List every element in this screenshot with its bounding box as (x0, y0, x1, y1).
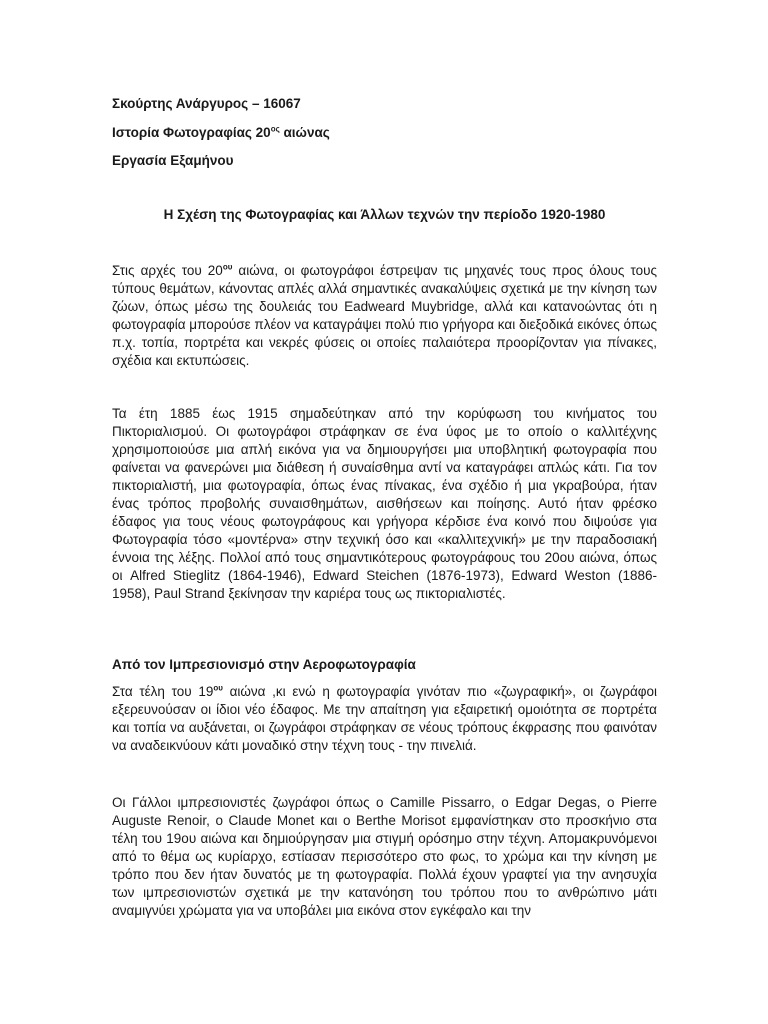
paragraph-3-prefix: Στα τέλη του 19 (112, 684, 214, 699)
course-superscript: ος (270, 124, 280, 134)
paragraph-2: Τα έτη 1885 έως 1915 σημαδεύτηκαν από την κορύφωση του κινήματος του Πικτοριαλισμού. Οι φωτογράφοι στράφηκαν σε ένα ύφος με το οποίο ο καλλιτέχνης χρησιμοποιούσε μια απλή εικόνα για να δημιουργήσει μια υποβλητική φωτογραφία που φαίνεται να φανερώνει μια διάθεση ή συναίσθημα αντί να καταγράφει απλώς κάτι. Για τον πικτοριαλιστή, μια φωτογραφία, όπως ένας πίνακας, ένα σχέδιο ή μια γκραβούρα, ήταν ένας τρόπος προβολής συναισθημάτων, αισθήσεων και ποίησης. Αυτό ήταν φρέσκο έδαφος για τους νέους φωτογράφους και γρήγορα κέρδισε ένα κοινό που διψούσε για Φωτογραφία τόσο «μοντέρνα» στην τεχνική όσο και «καλλιτεχνική» με την παραδοσιακή έννοια της λέξης. Πολλοί από τους σημαντικότερους φωτογράφους του 20ου αιώνα, όπως οι Alfred Stieglitz (1864-1946), Edward Steichen (1876-1973), Edward Weston (1886-1958), Paul Strand ξεκίνησαν την καριέρα τους ως πικτοριαλιστές. (112, 406, 657, 601)
paragraph-3 (112, 683, 657, 755)
course-suffix: αιώνας (279, 125, 330, 140)
paragraph-4: Οι Γάλλοι ιμπρεσιονιστές ζωγράφοι όπως ο Camille Pissarro, ο Edgar Degas, ο Pierre Auguste Renoir, ο Claude Monet και ο Berthe Morisot εμφανίστηκαν στο προσκήνιο στα τέλη του 19ου αιώνα και δημιούργησαν μια στιγμή ορόσημο στην τέχνη. Απομακρυνόμενοι από το θέμα ως κυρίαρχο, εστίασαν περισσότερο στο φως, το χρώμα και την κίνηση με τρόπο που δεν ήταν δυνατός με τη φωτογραφία. Πολλά έχουν γραφτεί για την ανησυχία των ιμπρεσιονιστών σχετικά με την κατανόηση του τρόπου που το ανθρώπινο μάτι αναμιγνύει χρώματα για να υποβάλει μια εικόνα στον εγκέφαλο και την (112, 795, 657, 918)
assignment-line: Εργασία Εξαμήνου (112, 153, 234, 168)
section-heading: Από τον Ιμπρεσιονισμό στην Αεροφωτογραφία (112, 657, 416, 672)
course-prefix: Ιστορία Φωτογραφίας 20 (112, 125, 271, 140)
document-title: Η Σχέση της Φωτογραφίας και Άλλων τεχνών την περίοδο 1920-1980 (163, 207, 606, 222)
paragraph-1 (112, 262, 657, 370)
paragraph-3-superscript: ου (213, 683, 223, 693)
paragraph-1-prefix: Στις αρχές του 20 (112, 263, 223, 278)
paragraph-1-superscript: ου (222, 262, 233, 272)
course-line (112, 124, 330, 142)
paragraph-1-text: αιώνα, οι φωτογράφοι έστρεψαν τις μηχανές τους προς όλους τους τύπους θεμάτων, κάνοντας απλές αλλά σημαντικές ανακαλύψεις σχετικά με την κίνηση των ζώων, όπως μέσω της δουλειάς του Eadweard Muybridge, αλλά και κατανοώντας ότι η φωτογραφία μπορούσε πλέον να καταγράψει πολύ πιο γρήγορα και διεξοδικά εικόνες όπως π.χ. τοπία, πορτρέτα και νεκρές φύσεις οι οποίες παλαιότερα προορίζονταν για πίνακες, σχέδια και εκτυπώσεις. (112, 263, 657, 368)
author-line: Σκούρτης Ανάργυρος – 16067 (112, 96, 301, 111)
paragraph-3-text: αιώνα ,κι ενώ η φωτογραφία γινόταν πιο «ζωγραφική», οι ζωγράφοι εξερευνούσαν οι ίδιοι νέο έδαφος. Με την απαίτηση για εξαιρετική ομοιότητα σε πορτρέτα και τοπία να αυξάνεται, οι ζωγράφοι στράφηκαν σε νέους τρόπους έκφρασης που φαινόταν να αναδεικνύουν κάτι μοναδικό στην τέχνη τους - την πινελιά. (112, 684, 658, 753)
